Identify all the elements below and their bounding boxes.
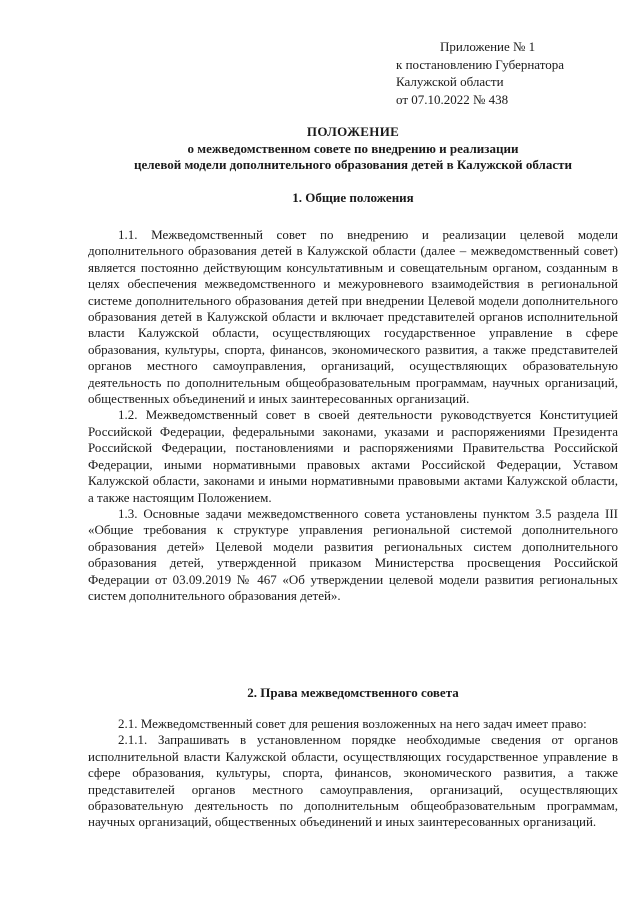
paragraph-1-3: 1.3. Основные задачи межведомственного совета установлены пунктом 3.5 раздела III «Общие требования к структуре управления региональной системой дополнительного образования детей» Целевой модели развития региональных систем дополнительного образования детей, утвержденной приказом Министерства просвещения Российской Федерации от 03.09.2019 № 467 «Об утверждении целевой модели развития региональных систем дополнительного образования детей». <box>88 505 618 603</box>
paragraph-1-1: 1.1. Межведомственный совет по внедрению и реализации целевой модели дополнительного образования детей в Калужской области (далее – межведомственный совет) является постоянно действующим консультативным и совещательным органом, созданным в целях обеспечения межведомственного и межуровневого взаимодействия в региональной системе дополнительного образования детей при внедрении Целевой модели дополнительного образования детей в Калужской области и включает представителей органов исполнительной власти Калужской области, осуществляющих государственное управление в сфере образования, культуры, спорта, финансов, экономического развития, а также представителей органов местного самоуправления, организаций, осуществляющих образовательную деятельность по дополнительным общеобразовательным программам, научных организаций, общественных объединений и иных заинтересованных организаций. <box>88 227 618 407</box>
title-subtitle-line1: о межведомственном совете по внедрению и реализации <box>187 140 519 156</box>
paragraph-2-1-1: 2.1.1. Запрашивать в установленном порядке необходимые сведения от органов исполнительной власти Калужской области, осуществляющих государственное управление в сфере образования, культуры, спорта, финансов, экономического развития, а также представителей органов местного самоуправления, организаций, осуществляющих образовательную деятельность по дополнительным общеобразовательным программам, научных организаций, общественных объединений и иных заинтересованных организаций. <box>88 732 618 830</box>
appendix-header <box>396 38 564 108</box>
appendix-date-number: от 07.10.2022 № 438 <box>396 91 509 107</box>
section-2-body <box>88 716 618 831</box>
title-main: ПОЛОЖЕНИЕ <box>306 124 400 139</box>
document-title <box>88 124 618 174</box>
appendix-number: Приложение № 1 <box>440 39 536 54</box>
section-2-heading: 2. Права межведомственного совета <box>247 685 459 700</box>
appendix-region: Калужской области <box>396 74 504 89</box>
appendix-decree-ref: к постановлению Губернатора <box>396 56 565 72</box>
section-1-body <box>88 227 618 604</box>
section-1-heading: 1. Общие положения <box>292 190 414 205</box>
paragraph-2-1: 2.1. Межведомственный совет для решения возложенных на него задач имеет право: <box>118 716 587 731</box>
paragraph-1-2: 1.2. Межведомственный совет в своей деятельности руководствуется Конституцией Российской Федерации, федеральными законами, указами и распоряжениями Президента Российской Федерации, постановлениями и распоряжениями Правительства Российской Федерации, иными нормативными правовых актами Российской Федерации, Уставом Калужской области, законами и иными нормативными правовыми актами Калужской области, а также настоящим Положением. <box>88 407 618 505</box>
title-subtitle-line2: целевой модели дополнительного образования детей в Калужской области <box>134 157 572 172</box>
